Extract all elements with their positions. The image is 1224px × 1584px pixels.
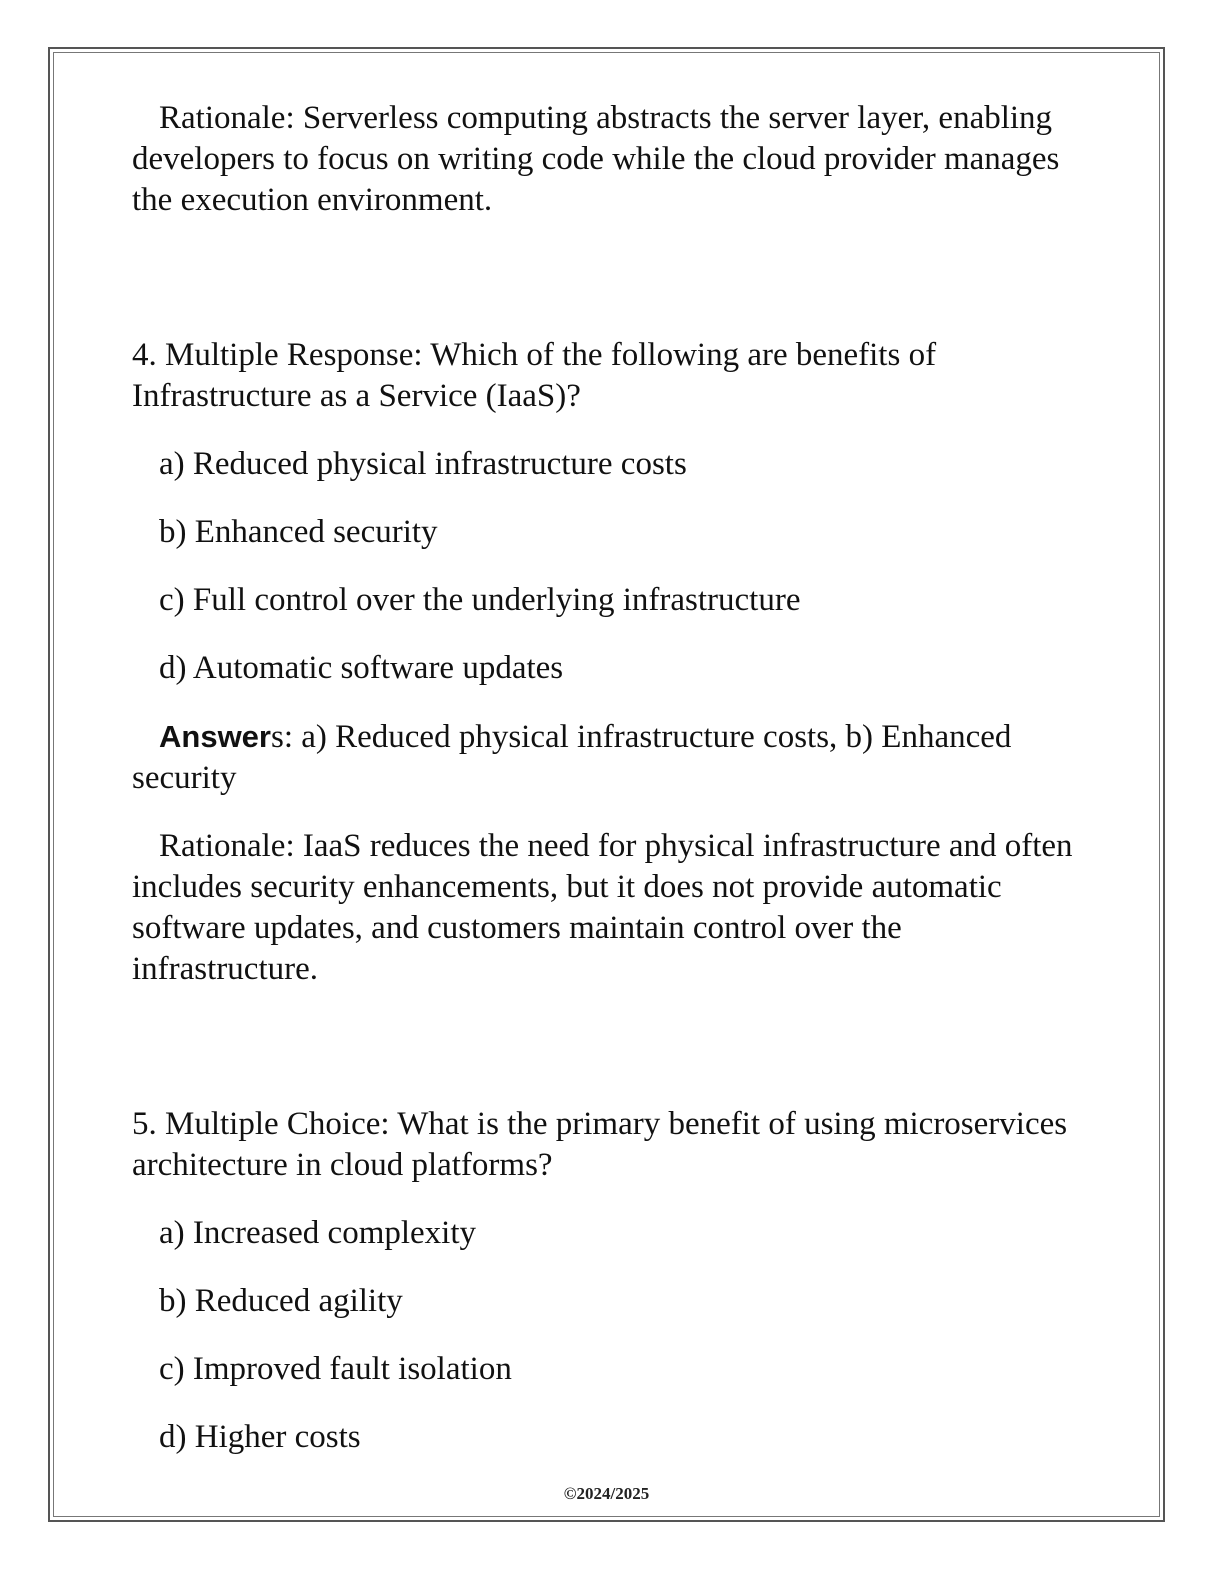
q5-option-d: d) Higher costs <box>159 1419 361 1455</box>
q4-option-c: c) Full control over the underlying infrastructure <box>159 582 801 618</box>
q4-answer-text: s: a) Reduced physical infrastructure costs, b) Enhanced security <box>132 719 1012 796</box>
q4-question: 4. Multiple Response: Which of the following are benefits of Infrastructure as a Service (IaaS)? <box>132 337 937 414</box>
q5-option-b: b) Reduced agility <box>159 1283 403 1319</box>
q4-options <box>132 444 1092 689</box>
q4-answer <box>132 716 1092 799</box>
copyright-footer: ©2024/2025 <box>563 1484 650 1503</box>
q4-rationale: Rationale: IaaS reduces the need for physical infrastructure and often includes security enhancements, but it does not provide automatic software updates, and customers maintain control over the infrastructure. <box>132 828 1073 987</box>
q3-rationale: Rationale: Serverless computing abstracts the server layer, enabling developers to focus on writing code while the cloud provider manages the execution environment. <box>132 100 1060 218</box>
q5-options <box>132 1213 1092 1458</box>
q4-option-b: b) Enhanced security <box>159 514 438 550</box>
document-body <box>132 98 1092 1485</box>
q5-option-c: c) Improved fault isolation <box>159 1351 512 1387</box>
q5-option-a: a) Increased complexity <box>159 1215 477 1251</box>
q4-option-d: d) Automatic software updates <box>159 650 564 686</box>
answer-label: Answer <box>159 719 271 754</box>
q4-option-a: a) Reduced physical infrastructure costs <box>159 446 687 482</box>
q5-question: 5. Multiple Choice: What is the primary benefit of using microservices architecture in cloud platforms? <box>132 1106 1068 1183</box>
